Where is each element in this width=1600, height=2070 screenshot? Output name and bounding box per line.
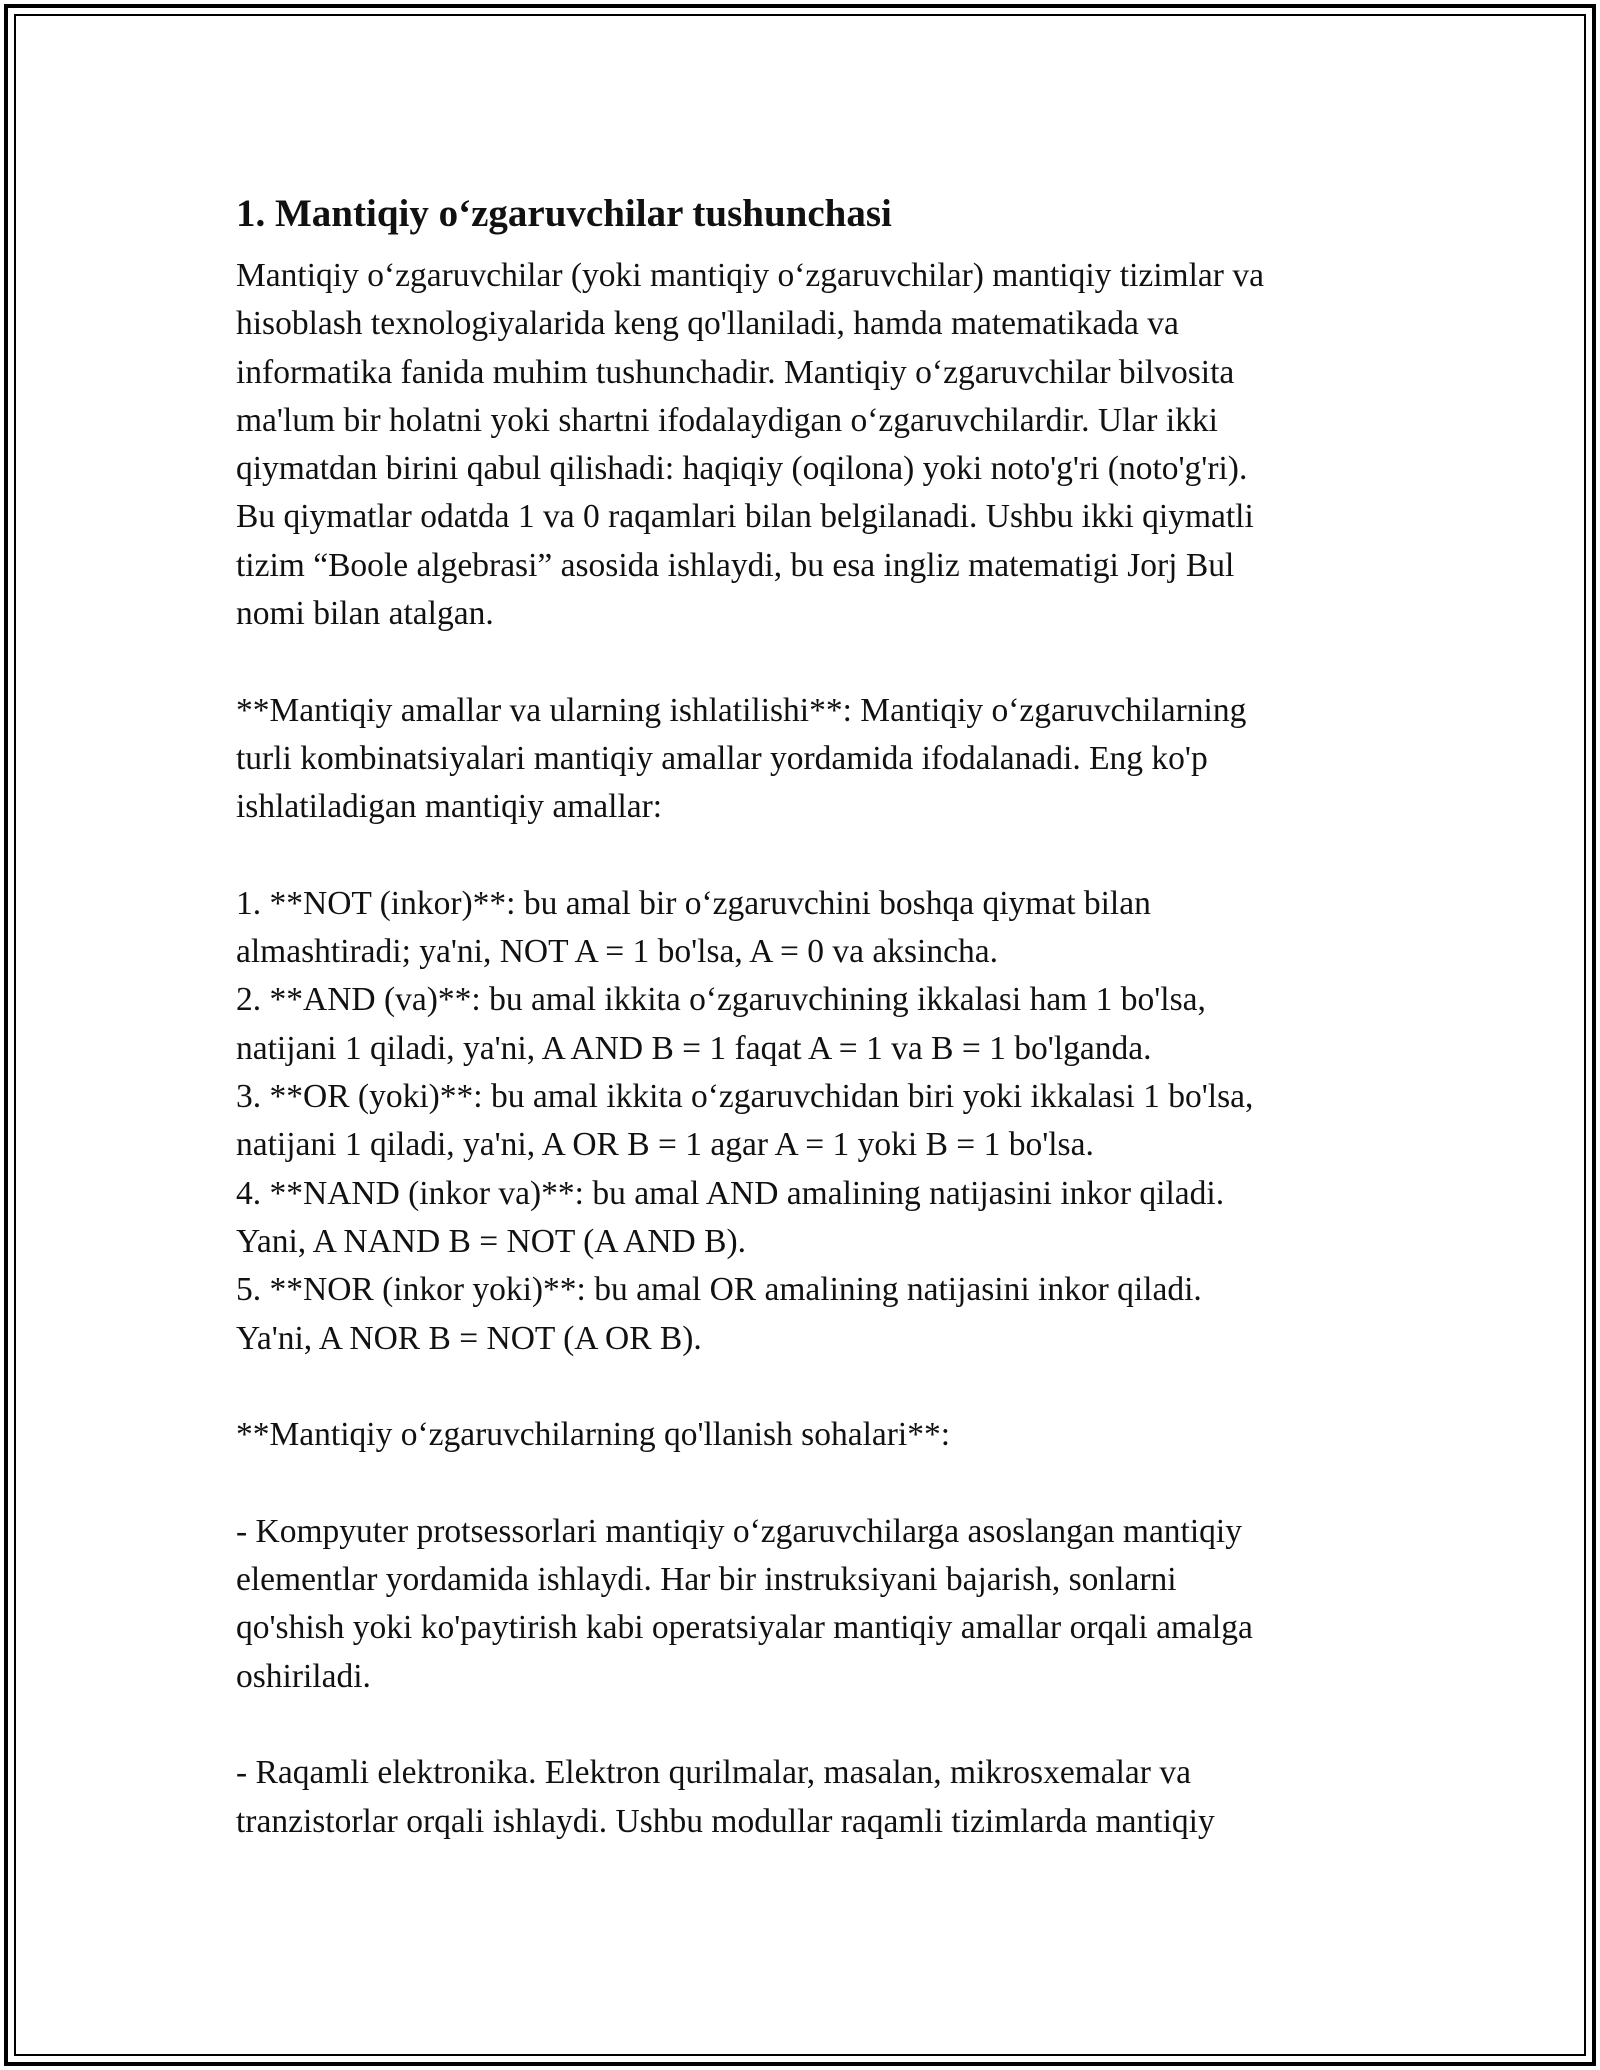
text-line: **Mantiqiy o‘zgaruvchilarning qo'llanish sohalari**:: [236, 1416, 951, 1454]
text-line: - Raqamli elektronika. Elektron qurilmalar, masalan, mikrosxemalar va: [236, 1754, 1191, 1792]
document-text: [236, 252, 1376, 1846]
paragraph-gap: [236, 638, 1376, 686]
text-line: qiymatdan birini qabul qilishadi: haqiqiy (oqilona) yoki noto'g'ri (noto'g'ri).: [236, 450, 1248, 488]
text-line: tizim “Boole algebrasi” asosida ishlaydi, bu esa ingliz matematigi Jorj Bul: [236, 546, 1235, 584]
text-line: - Kompyuter protsessorlari mantiqiy o‘zgaruvchilarga asoslangan mantiqiy: [236, 1512, 1242, 1550]
text-line: Yani, A NAND B = NOT (A AND B).: [236, 1222, 746, 1260]
text-line: 2. **AND (va)**: bu amal ikkita o‘zgaruvchining ikkalasi ham 1 bo'lsa,: [236, 981, 1206, 1019]
text-line: 5. **NOR (inkor yoki)**: bu amal OR amalining natijasini inkor qiladi.: [236, 1271, 1202, 1309]
text-line: qo'shish yoki ko'paytirish kabi operatsiyalar mantiqiy amallar orqali amalga: [236, 1609, 1253, 1647]
text-line: ma'lum bir holatni yoki shartni ifodalaydigan o‘zgaruvchilardir. Ular ikki: [236, 401, 1218, 439]
text-line: oshiriladi.: [236, 1657, 371, 1695]
text-line: nomi bilan atalgan.: [236, 595, 494, 633]
text-line: 3. **OR (yoki)**: bu amal ikkita o‘zgaruvchidan biri yoki ikkalasi 1 bo'lsa,: [236, 1078, 1254, 1116]
text-line: Ya'ni, A NOR B = NOT (A OR B).: [236, 1319, 702, 1357]
paragraph-gap: [236, 1701, 1376, 1749]
text-line: Bu qiymatlar odatda 1 va 0 raqamlari bilan belgilanadi. Ushbu ikki qiymatli: [236, 498, 1254, 536]
text-line: elementlar yordamida ishlaydi. Har bir instruksiyani bajarish, sonlarni: [236, 1561, 1177, 1599]
text-line: **Mantiqiy amallar va ularning ishlatilishi**: Mantiqiy o‘zgaruvchilarning: [236, 691, 1247, 729]
text-line: 1. **NOT (inkor)**: bu amal bir o‘zgaruvchini boshqa qiymat bilan: [236, 884, 1151, 922]
text-line: hisoblash texnologiyalarida keng qo'llaniladi, hamda matematikada va: [236, 305, 1179, 343]
text-line: almashtiradi; ya'ni, NOT A = 1 bo'lsa, A = 0 va aksincha.: [236, 933, 998, 971]
text-line: 4. **NAND (inkor va)**: bu amal AND amalining natijasini inkor qiladi.: [236, 1174, 1225, 1212]
text-line: Mantiqiy o‘zgaruvchilar (yoki mantiqiy o‘zgaruvchilar) mantiqiy tizimlar va: [236, 257, 1264, 294]
text-line: ishlatiladigan mantiqiy amallar:: [236, 788, 663, 826]
text-line: natijani 1 qiladi, ya'ni, A OR B = 1 agar A = 1 yoki B = 1 bo'lsa.: [236, 1126, 1094, 1164]
text-line: tranzistorlar orqali ishlaydi. Ushbu modullar raqamli tizimlarda mantiqiy: [236, 1802, 1215, 1840]
document-body: [236, 184, 1376, 1846]
paragraph-gap: [236, 832, 1376, 880]
paragraph-gap: [236, 1459, 1376, 1507]
paragraph-gap: [236, 1363, 1376, 1411]
text-line: turli kombinatsiyalari mantiqiy amallar yordamida ifodalanadi. Eng ko'p: [236, 739, 1208, 777]
document-title: 1. Mantiqiy o‘zgaruvchilar tushunchasi: [236, 192, 892, 235]
text-line: informatika fanida muhim tushunchadir. Mantiqiy o‘zgaruvchilar bilvosita: [236, 353, 1235, 391]
text-line: natijani 1 qiladi, ya'ni, A AND B = 1 faqat A = 1 va B = 1 bo'lganda.: [236, 1029, 1152, 1067]
